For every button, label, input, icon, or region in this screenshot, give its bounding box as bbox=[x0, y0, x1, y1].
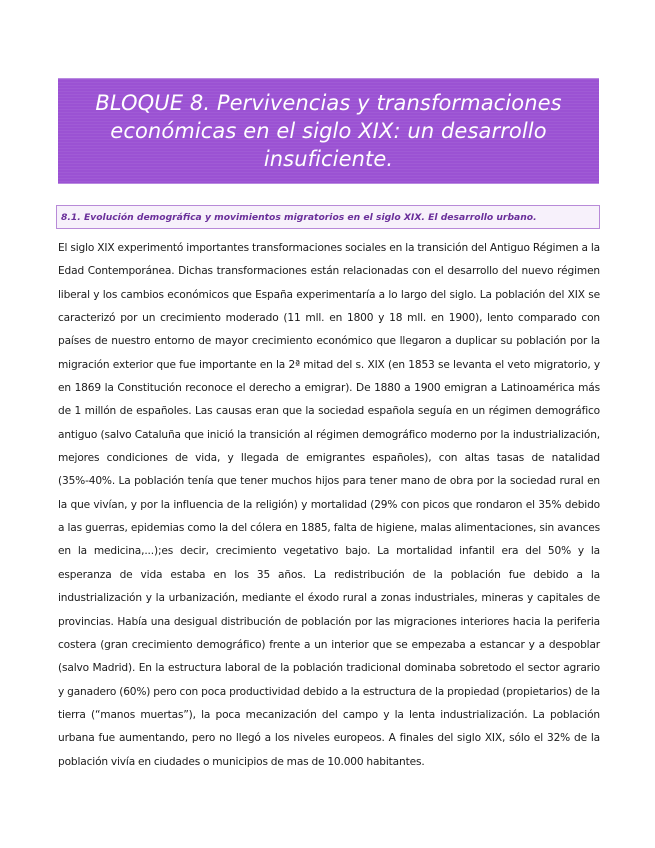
section-heading: 8.1. Evolución demográfica y movimientos migratorios en el siglo XIX. El desarrollo urbano. bbox=[61, 211, 537, 223]
section-heading-box bbox=[56, 205, 600, 229]
document-title: BLOQUE 8. Pervivencias y transformaciones económicas en el siglo XIX: un desarrollo insuficiente. bbox=[95, 91, 562, 171]
title-banner bbox=[58, 78, 599, 184]
body-paragraph: El siglo XIX experimentó importantes transformaciones sociales en la transición del Antiguo Régimen a la Edad Contemporánea. Dichas transformaciones están relacionadas con el desarrollo del nuevo régimen liberal y los cambios económicos que España experimentaría a lo largo del siglo. La población del XIX se caracterizó por un crecimiento moderado (11 mll. en 1800 y 18 mll. en 1900), lento comparado con países de nuestro entorno de mayor crecimiento económico que llegaron a duplicar su población por la migración exterior que fue importante en la 2ª mitad del s. XIX (en 1853 se levanta el veto migratorio, y en 1869 la Constitución reconoce el derecho a emigrar). De 1880 a 1900 emigran a Latinoamérica más de 1 millón de españoles. Las causas eran que la sociedad española seguía en un régimen demográfico antiguo (salvo Cataluña que inició la transición al régimen demográfico moderno por la industrialización, mejores condiciones de vida, y llegada de emigrantes españoles), con altas tasas de natalidad (35%-40%. La población tenía que tener muchos hijos para tener mano de obra por la sociedad rural en la que vivían, y por la influencia de la religión) y mortalidad (29% con picos que rondaron el 35% debido a las guerras, epidemias como la del cólera en 1885, falta de higiene, malas alimentaciones, sin avances en la medicina,...);es decir, crecimiento vegetativo bajo. La mortalidad infantil era del 50% y la esperanza de vida estaba en los 35 años. La redistribución de la población fue debido a la industrialización y la urbanización, mediante el éxodo rural a zonas industriales, mineras y capitales de provincias. Había una desigual distribución de población por las migraciones interiores hacia la periferia costera (gran crecimiento demográfico) frente a un interior que se empezaba a estancar y a despoblar (salvo Madrid). En la estructura laboral de la población tradicional dominaba sobretodo el sector agrario y ganadero (60%) pero con poca productividad debido a la estructura de la propiedad (propietarios) de la tierra (“manos muertas”), la poca mecanización del campo y la lenta industrialización. La población urbana fue aumentando, pero no llegó a los niveles europeos. A finales del siglo XIX, sólo el 32% de la población vivía en ciudades o municipios de mas de 10.000 habitantes. bbox=[58, 242, 600, 768]
